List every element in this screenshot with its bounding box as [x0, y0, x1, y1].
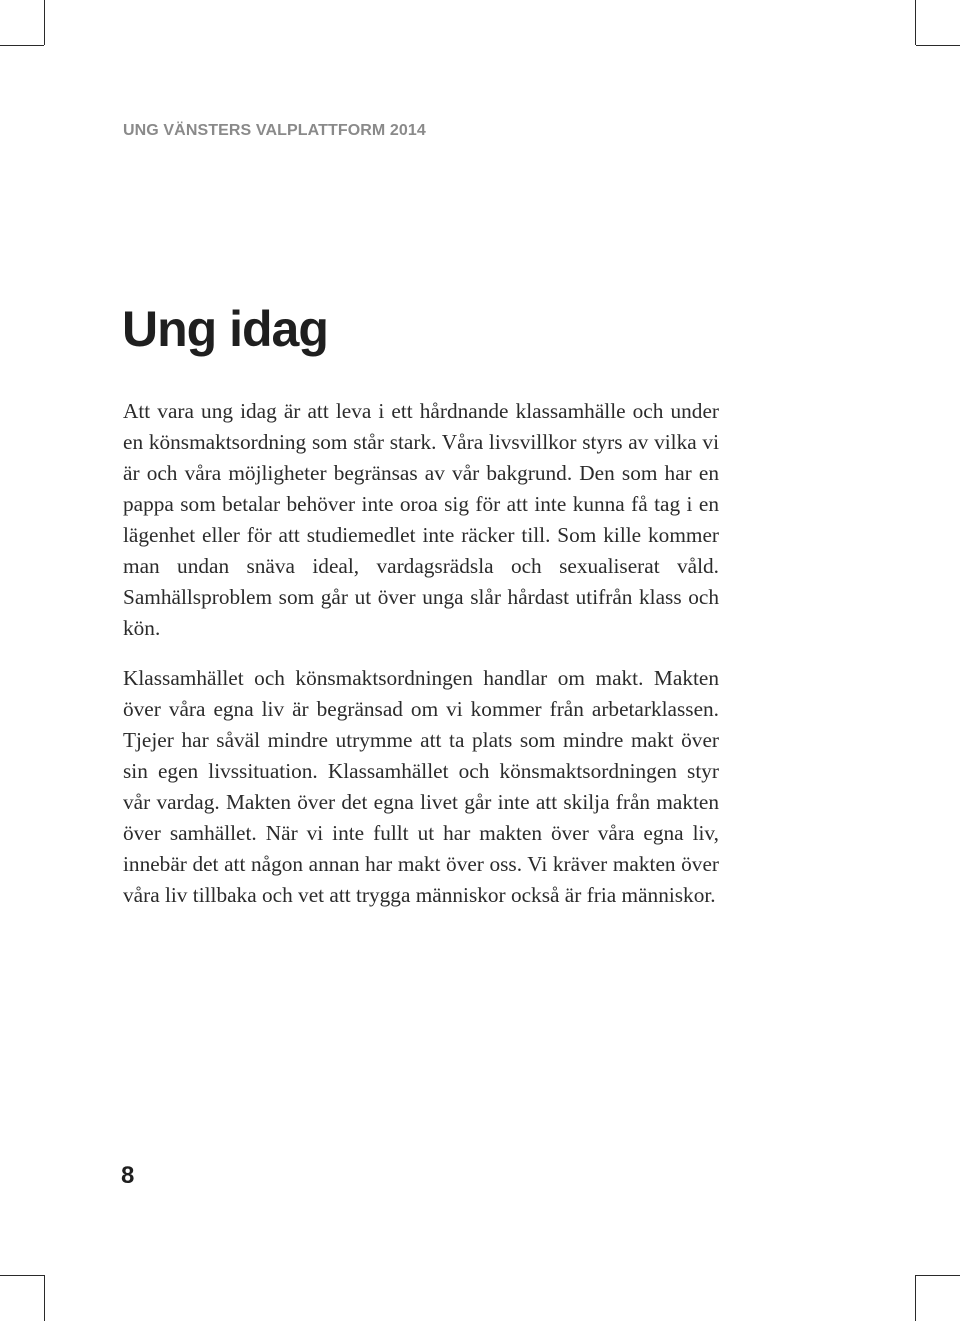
crop-mark-bottom-right-vertical	[915, 1275, 916, 1321]
crop-mark-top-left-vertical	[44, 0, 45, 45]
running-header: UNG VÄNSTERS VALPLATTFORM 2014	[123, 122, 426, 139]
crop-mark-top-right-horizontal	[916, 45, 960, 46]
crop-mark-bottom-left-horizontal	[0, 1275, 44, 1276]
paragraph-1: Att vara ung idag är att leva i ett hårdnande klassamhälle och under en könsmaktsordning som står stark. Våra livsvillkor styrs av vilka vi är och våra möjligheter begränsas av vår bakgrund. Den som har en pappa som betalar behöver inte oroa sig för att inte kunna få tag i en lägenhet eller för att studiemedlet inte räcker till. Som kille kommer man undan snäva ideal, vardagsrädsla och sexualiserat våld. Samhällsproblem som går ut över unga slår hårdast utifrån klass och kön.	[123, 399, 719, 640]
crop-mark-bottom-right-horizontal	[916, 1275, 960, 1276]
crop-mark-bottom-left-vertical	[44, 1275, 45, 1321]
page-number: 8	[121, 1162, 135, 1189]
chapter-title: Ung idag	[122, 301, 328, 357]
crop-mark-top-right-vertical	[915, 0, 916, 45]
crop-mark-top-left-horizontal	[0, 45, 44, 46]
body-text	[123, 396, 719, 930]
paragraph-2: Klassamhället och könsmaktsordningen handlar om makt. Makten över våra egna liv är begränsad om vi kommer från arbetarklassen. Tjejer har såväl mindre utrymme att ta plats som mindre makt över sin egen livssituation. Klassamhället och könsmaktsordningen styr vår vardag. Makten över det egna livet går inte att skilja från makten över samhället. När vi inte fullt ut har makten över våra egna liv, innebär det att någon annan har makt över oss. Vi kräver makten över våra liv tillbaka och vet att trygga människor också är fria människor.	[123, 666, 719, 907]
